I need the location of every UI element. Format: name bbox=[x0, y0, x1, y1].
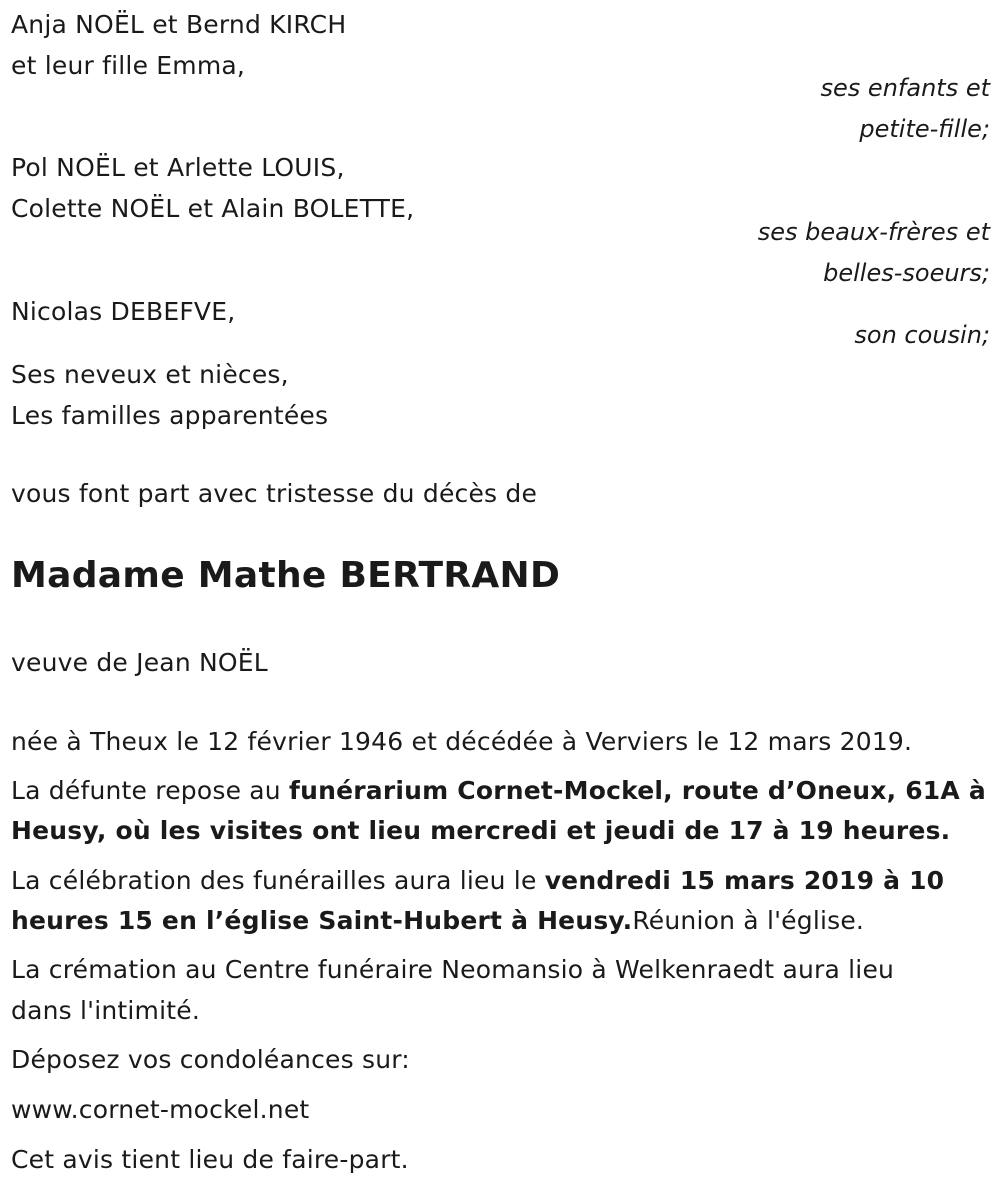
family-group2-role-line1: ses beaux-frères et bbox=[757, 218, 990, 246]
celebration-prefix: La célébration des funérailles aura lieu le bbox=[11, 866, 545, 895]
family-group1-line2: et leur fille Emma, bbox=[11, 51, 246, 80]
widow-of-text: veuve de Jean NOËL bbox=[11, 648, 268, 677]
repose-line1 bbox=[11, 776, 986, 806]
family-group4-line2: Les familles apparentées bbox=[11, 401, 329, 430]
cremation-line2: dans l'intimité. bbox=[11, 996, 200, 1025]
celebration-bold-line2: heures 15 en l’église Saint-Hubert à Heusy. bbox=[11, 906, 633, 935]
family-group2-line1: Pol NOËL et Arlette LOUIS, bbox=[11, 153, 345, 182]
repose-bold-line2: Heusy, où les visites ont lieu mercredi et jeudi de 17 à 19 heures. bbox=[11, 816, 951, 845]
family-group2-line2: Colette NOËL et Alain BOLETTE, bbox=[11, 194, 415, 223]
website-link[interactable]: www.cornet-mockel.net bbox=[11, 1095, 310, 1124]
deceased-name: Madame Mathe BERTRAND bbox=[11, 555, 561, 596]
family-group1-role-line2: petite-fille; bbox=[859, 115, 990, 143]
family-group1-role-line1: ses enfants et bbox=[820, 74, 990, 102]
family-group1-line1: Anja NOËL et Bernd KIRCH bbox=[11, 10, 347, 39]
announcement-text: vous font part avec tristesse du décès de bbox=[11, 479, 538, 508]
repose-line2 bbox=[11, 816, 950, 846]
repose-prefix: La défunte repose au bbox=[11, 776, 290, 805]
closing-text: Cet avis tient lieu de faire-part. bbox=[11, 1145, 409, 1174]
condolences-label: Déposez vos condoléances sur: bbox=[11, 1045, 410, 1074]
celebration-bold-line1: vendredi 15 mars 2019 à 10 bbox=[544, 866, 945, 895]
cremation-line1: La crémation au Centre funéraire Neomansio à Welkenraedt aura lieu bbox=[11, 955, 895, 984]
family-group2-role-line2: belles-soeurs; bbox=[823, 259, 990, 287]
celebration-suffix: Réunion à l'église. bbox=[632, 906, 865, 935]
celebration-line1 bbox=[11, 866, 944, 896]
birth-death-text: née à Theux le 12 février 1946 et décédée à Verviers le 12 mars 2019. bbox=[11, 727, 913, 756]
family-group3-line1: Nicolas DEBEFVE, bbox=[11, 297, 236, 326]
celebration-line2 bbox=[11, 906, 864, 936]
family-group4-line1: Ses neveux et nièces, bbox=[11, 360, 289, 389]
family-group3-role-line1: son cousin; bbox=[854, 321, 990, 349]
repose-bold-line1: funérarium Cornet-Mockel, route d’Oneux, 61A à bbox=[289, 776, 986, 805]
